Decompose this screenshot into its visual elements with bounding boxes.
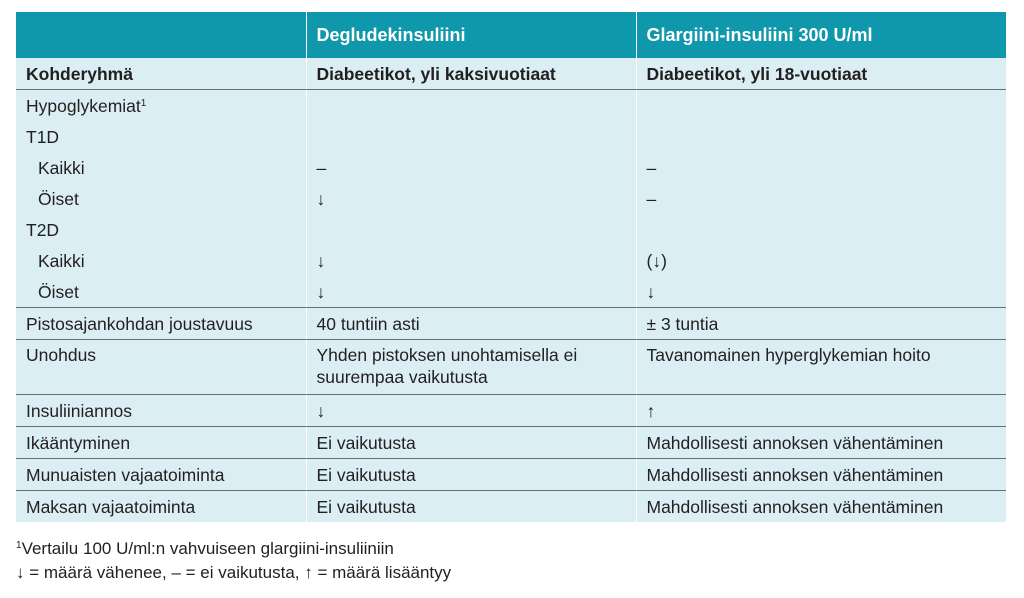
- degludec-cell: ↓: [306, 395, 636, 427]
- footnote-marker: 1: [16, 540, 22, 551]
- table-row: [16, 427, 1006, 459]
- table-header-row: [16, 12, 1006, 58]
- table-row: [16, 152, 1006, 183]
- degludec-cell: 40 tuntiin asti: [306, 308, 636, 340]
- row-label: Unohdus: [16, 340, 306, 395]
- table-row: [16, 58, 1006, 90]
- row-label: Maksan vajaatoiminta: [16, 491, 306, 523]
- footnote-1-text: Vertailu 100 U/ml:n vahvuiseen glargiini-insuliiniin: [21, 539, 394, 558]
- table-row: [16, 340, 1006, 395]
- row-label: [16, 90, 306, 122]
- degludec-cell: ↓: [306, 276, 636, 308]
- row-label: Kohderyhmä: [16, 58, 306, 90]
- header-glargine: Glargiini-insuliini 300 U/ml: [636, 12, 1006, 58]
- degludec-cell: Ei vaikutusta: [306, 427, 636, 459]
- row-label: Munuaisten vajaatoiminta: [16, 459, 306, 491]
- header-degludec: Degludekinsuliini: [306, 12, 636, 58]
- degludec-cell: ↓: [306, 245, 636, 276]
- table-row: [16, 90, 1006, 122]
- row-label: Kaikki: [16, 245, 306, 276]
- row-label: T2D: [16, 214, 306, 245]
- degludec-cell: Diabeetikot, yli kaksivuotiaat: [306, 58, 636, 90]
- table-row: [16, 276, 1006, 308]
- degludec-cell: [306, 90, 636, 122]
- glargine-cell: Mahdollisesti annoksen vähentäminen: [636, 427, 1006, 459]
- footnote-legend: ↓ = määrä vähenee, – = ei vaikutusta, ↑ = määrä lisääntyy: [16, 563, 452, 582]
- footnotes: [16, 537, 451, 585]
- glargine-cell: Mahdollisesti annoksen vähentäminen: [636, 491, 1006, 523]
- degludec-cell: ↓: [306, 183, 636, 214]
- row-label: Pistosajankohdan joustavuus: [16, 308, 306, 340]
- glargine-cell: [636, 121, 1006, 152]
- table-row: [16, 459, 1006, 491]
- glargine-cell: Tavanomainen hyperglykemian hoito: [636, 340, 1006, 395]
- table-row: [16, 308, 1006, 340]
- row-label: Öiset: [16, 276, 306, 308]
- glargine-cell: ↓: [636, 276, 1006, 308]
- table-row: [16, 183, 1006, 214]
- degludec-cell: Yhden pistoksen unohtamisella ei suurempaa vaikutusta: [306, 340, 636, 395]
- footnote-marker: 1: [140, 97, 147, 109]
- insulin-comparison-table: [16, 12, 1006, 522]
- footnote-1: [16, 537, 451, 561]
- glargine-cell: (↓): [636, 245, 1006, 276]
- glargine-cell: [636, 214, 1006, 245]
- table-row: [16, 245, 1006, 276]
- degludec-cell: Ei vaikutusta: [306, 459, 636, 491]
- glargine-cell: [636, 90, 1006, 122]
- table-row: [16, 214, 1006, 245]
- comparison-table-wrapper: [16, 12, 1006, 522]
- glargine-cell: Diabeetikot, yli 18-vuotiaat: [636, 58, 1006, 90]
- glargine-cell: Mahdollisesti annoksen vähentäminen: [636, 459, 1006, 491]
- row-label-text: Hypoglykemiat: [26, 95, 141, 116]
- degludec-cell: [306, 121, 636, 152]
- degludec-cell: [306, 214, 636, 245]
- table-row: [16, 491, 1006, 523]
- glargine-cell: ↑: [636, 395, 1006, 427]
- row-label: Öiset: [16, 183, 306, 214]
- table-row: [16, 121, 1006, 152]
- row-label: Insuliiniannos: [16, 395, 306, 427]
- row-label: T1D: [16, 121, 306, 152]
- degludec-cell: Ei vaikutusta: [306, 491, 636, 523]
- glargine-cell: –: [636, 152, 1006, 183]
- degludec-cell: –: [306, 152, 636, 183]
- header-empty-cell: [16, 12, 306, 58]
- row-label: Ikääntyminen: [16, 427, 306, 459]
- glargine-cell: ± 3 tuntia: [636, 308, 1006, 340]
- row-label: Kaikki: [16, 152, 306, 183]
- glargine-cell: –: [636, 183, 1006, 214]
- table-row: [16, 395, 1006, 427]
